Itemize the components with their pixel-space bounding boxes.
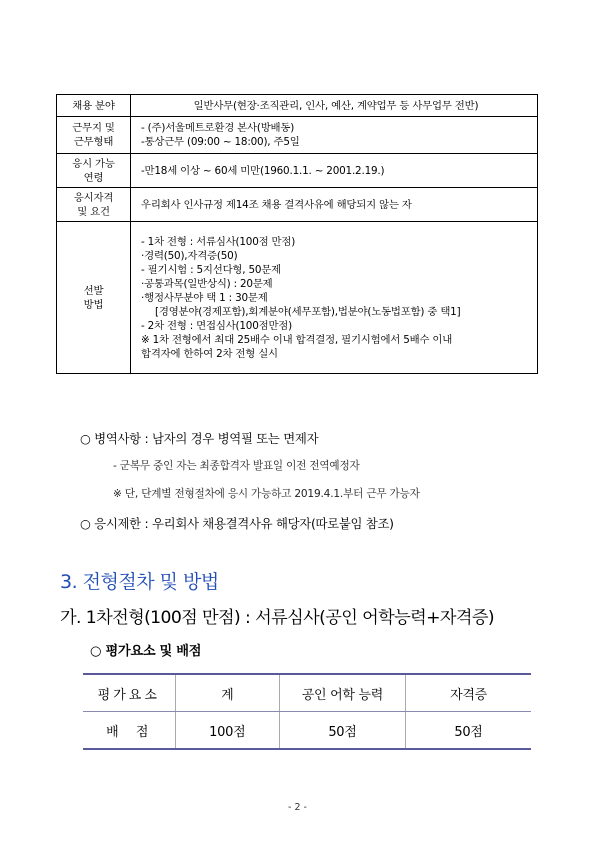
military-requirement: ○ 병역사항 : 남자의 경우 병역필 또는 면제자 [80,431,319,446]
age-value: -만18세 이상 ~ 60세 미만(1960.1.1. ~ 2001.2.19.) [131,154,538,188]
total-score: 100점 [175,712,279,750]
row-label-score: 배 점 [83,712,175,750]
evaluation-heading: ○ 평가요소 및 배점 [90,644,202,659]
header-certificate: 자격증 [405,674,531,712]
workplace-label: 근무지 및 근무형태 [57,117,131,154]
qualification-value: 우리회사 인사규정 제14조 채용 결격사유에 해당되지 않는 자 [131,188,538,222]
table-row-workplace [57,117,538,154]
workplace-value: - (주)서울메트로환경 본사(방배동) -통상근무 (09:00 ~ 18:00), 주5일 [131,117,538,154]
table-row-selection [57,222,538,374]
table-row-age [57,154,538,188]
score-table-row [83,712,531,750]
section-title: 3. 전형절차 및 방법 [60,571,219,593]
table-row-job-field [57,95,538,117]
score-table-header [83,674,531,712]
job-field-value: 일반사무(현장·조직관리, 인사, 예산, 계약업무 등 사무업무 전반) [131,95,538,117]
page-number: - 2 - [288,802,307,813]
selection-label: 선발 방법 [57,222,131,374]
header-total: 계 [175,674,279,712]
table-row-qualification [57,188,538,222]
job-field-label: 채용 분야 [57,95,131,117]
language-score: 50점 [279,712,405,750]
selection-value: - 1차 전형 : 서류심사(100점 만점) ·경력(50),자격증(50) - 필기시험 : 5지선다형, 50문제 ·공통과목(일반상식) : 20문제 ·행정사무분야 택 1 : 30문제 [경영분야(경제포함),회계분야(세무포함),법분야(노동법포함) 중 택1] - 2차 전형 : 면접심사(100점만점) ※ 1차 전형에서 최대 25배수 이내 합격결정, 필기시험에서 5배수 이내 합격자에 한하여 2차 전형 실시 [131,222,538,374]
application-restriction: ○ 응시제한 : 우리회사 채용결격사유 해당자(따로붙임 참조) [80,516,394,531]
section-subtitle: 가. 1차전형(100점 만점) : 서류심사(공인 어학능력+자격증) [60,608,494,628]
qualification-label: 응시자격 및 요건 [57,188,131,222]
certificate-score: 50점 [405,712,531,750]
military-note: - 군복무 중인 자는 최종합격자 발표일 이전 전역예정자 [113,460,360,472]
recruitment-info-table [56,94,538,374]
header-eval-element: 평가요소 [83,674,175,712]
work-start-note: ※ 단, 단계별 전형절차에 응시 가능하고 2019.4.1.부터 근무 가능자 [113,488,420,500]
header-language: 공인 어학 능력 [279,674,405,712]
age-label: 응시 가능 연령 [57,154,131,188]
score-table [83,673,531,750]
